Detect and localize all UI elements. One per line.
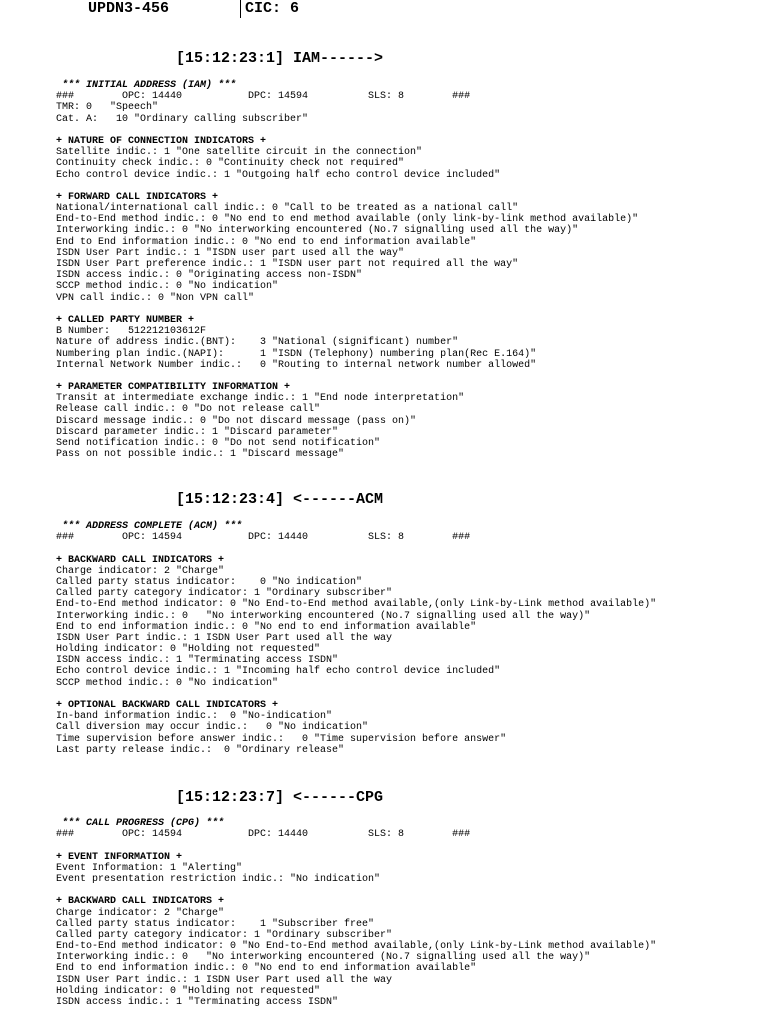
blank-line — [56, 885, 656, 896]
parameter-line: Charge indicator: 2 "Charge" — [56, 565, 225, 577]
parameter-line: ISDN User Part indic.: 1 "ISDN user part used all the way" — [56, 247, 405, 259]
parameter-line: National/international call indic.: 0 "Call to be treated as a national call" — [56, 203, 519, 215]
parameter-line: Event Information: 1 "Alerting" — [56, 862, 243, 874]
parameter-line: Called party category indicator: 1 "Ordinary subscriber" — [56, 929, 393, 941]
parameter-line: ISDN access indic.: 1 "Terminating access ISDN" — [56, 997, 339, 1008]
parameter-line: Cat. A: 10 "Ordinary calling subscriber" — [56, 113, 309, 125]
parameter-line: Satellite indic.: 1 "One satellite circuit in the connection" — [56, 147, 423, 159]
parameter-line: VPN call indic.: 0 "Non VPN call" — [56, 292, 255, 304]
message-heading: *** INITIAL ADDRESS (IAM) *** — [56, 80, 237, 91]
blank-line — [56, 304, 638, 315]
parameter-heading: + FORWARD CALL INDICATORS + — [56, 191, 219, 203]
parameter-line: End to end information indic.: 0 "No end to end information available" — [56, 621, 477, 633]
trace-id: UPDN3-456 — [88, 0, 170, 17]
parameter-line: ### OPC: 14594 DPC: 14440 SLS: 8 ### — [56, 532, 471, 544]
message-title-iam: [15:12:23:1] IAM------> — [176, 50, 384, 67]
parameter-heading: + EVENT INFORMATION + — [56, 851, 183, 863]
parameter-line: SCCP method indic.: 0 "No indication" — [56, 281, 279, 293]
parameter-line: In-band information indic.: 0 "No-indication" — [56, 711, 333, 723]
parameter-line: Nature of address indic.(BNT): 3 "National (significant) number" — [56, 337, 459, 349]
parameter-line: Release call indic.: 0 "Do not release call" — [56, 404, 321, 416]
parameter-line: Called party category indicator: 1 "Ordinary subscriber" — [56, 588, 393, 600]
parameter-line: Interworking indic.: 0 "No interworking encountered (No.7 signalling used all the way)" — [56, 225, 579, 237]
parameter-line: Pass on not possible indic.: 1 "Discard message" — [56, 449, 345, 461]
parameter-line: Call diversion may occur indic.: 0 "No indication" — [56, 722, 369, 734]
parameter-line: End-to-End method indicator: 0 "No End-to-End method available,(only Link-by-Link method available)" — [56, 599, 657, 611]
parameter-line: Send notification indic.: 0 "Do not send notification" — [56, 438, 381, 449]
parameter-line: Internal Network Number indic.: 0 "Routing to internal network number allowed" — [56, 359, 537, 371]
parameter-line: Charge indicator: 2 "Charge" — [56, 907, 225, 919]
parameter-heading: + BACKWARD CALL INDICATORS + — [56, 554, 225, 566]
blank-line — [56, 371, 638, 382]
parameter-line: End to end information indic.: 0 "No end to end information available" — [56, 963, 477, 975]
parameter-line: B Number: 512212103612F — [56, 326, 207, 338]
parameter-line: Event presentation restriction indic.: "No indication" — [56, 873, 381, 885]
parameter-line: Continuity check indic.: 0 "Continuity check not required" — [56, 158, 405, 170]
parameter-line: Holding indicator: 0 "Holding not requested" — [56, 644, 321, 656]
parameter-line: End-to-End method indicator: 0 "No End-to-End method available,(only Link-by-Link method available)" — [56, 941, 657, 953]
parameter-line: End-to-End method indic.: 0 "No end to end method available (only link-by-link method available)" — [56, 214, 639, 226]
blank-line — [56, 125, 638, 136]
parameter-line: ISDN access indic.: 1 "Terminating access ISDN" — [56, 655, 339, 667]
parameter-line: ISDN User Part preference indic.: 1 "ISDN user part not required all the way" — [56, 259, 519, 270]
parameter-line: Discard message indic.: 0 "Do not discard message (pass on)" — [56, 415, 417, 427]
parameter-line: Holding indicator: 0 "Holding not requested" — [56, 985, 321, 997]
parameter-line: ### OPC: 14594 DPC: 14440 SLS: 8 ### — [56, 829, 471, 841]
parameter-line: Interworking indic.: 0 "No interworking encountered (No.7 signalling used all the way)" — [56, 952, 591, 964]
message-body-iam — [56, 80, 638, 460]
parameter-line: End to End information indic.: 0 "No end to end information available" — [56, 236, 477, 248]
parameter-line: Last party release indic.: 0 "Ordinary release" — [56, 744, 345, 756]
parameter-heading: + CALLED PARTY NUMBER + — [56, 314, 195, 326]
document-header — [88, 0, 299, 18]
header-divider — [240, 0, 241, 18]
parameter-line: TMR: 0 "Speech" — [56, 102, 159, 114]
parameter-line: Called party status indicator: 1 "Subscriber free" — [56, 918, 375, 930]
message-heading: *** CALL PROGRESS (CPG) *** — [56, 818, 225, 829]
cic-label: CIC: 6 — [245, 0, 300, 17]
message-body-acm — [56, 521, 656, 756]
parameter-line: Called party status indicator: 0 "No indication" — [56, 576, 363, 588]
parameter-line: ISDN User Part indic.: 1 ISDN User Part used all the way — [56, 632, 393, 644]
parameter-line: SCCP method indic.: 0 "No indication" — [56, 677, 279, 689]
parameter-heading: + OPTIONAL BACKWARD CALL INDICATORS + — [56, 700, 279, 711]
parameter-line: Discard parameter indic.: 1 "Discard parameter" — [56, 426, 339, 438]
parameter-line: Numbering plan indic.(NAPI): 1 "ISDN (Telephony) numbering plan(Rec E.164)" — [56, 348, 537, 360]
parameter-line: Interworking indic.: 0 "No interworking encountered (No.7 signalling used all the way)" — [56, 610, 591, 622]
parameter-line: ISDN access indic.: 0 "Originating access non-ISDN" — [56, 270, 363, 282]
blank-line — [56, 840, 656, 851]
parameter-line: ### OPC: 14440 DPC: 14594 SLS: 8 ### — [56, 91, 471, 103]
blank-line — [56, 543, 656, 554]
parameter-line: Time supervision before answer indic.: 0 "Time supervision before answer" — [56, 733, 507, 745]
parameter-heading: + PARAMETER COMPATIBILITY INFORMATION + — [56, 382, 291, 394]
blank-line — [56, 689, 656, 700]
parameter-heading: + NATURE OF CONNECTION INDICATORS + — [56, 135, 267, 147]
message-heading: *** ADDRESS COMPLETE (ACM) *** — [56, 521, 243, 532]
parameter-line: Echo control device indic.: 1 "Incoming half echo control device included" — [56, 666, 501, 678]
message-body-cpg — [56, 818, 656, 1008]
message-title-acm: [15:12:23:4] <------ACM — [176, 491, 384, 508]
parameter-line: ISDN User Part indic.: 1 ISDN User Part used all the way — [56, 974, 393, 986]
parameter-line: Echo control device indic.: 1 "Outgoing half echo control device included" — [56, 169, 501, 181]
message-title-cpg: [15:12:23:7] <------CPG — [176, 789, 384, 806]
parameter-line: Transit at intermediate exchange indic.: 1 "End node interpretation" — [56, 393, 465, 405]
blank-line — [56, 181, 638, 192]
parameter-heading: + BACKWARD CALL INDICATORS + — [56, 896, 225, 908]
